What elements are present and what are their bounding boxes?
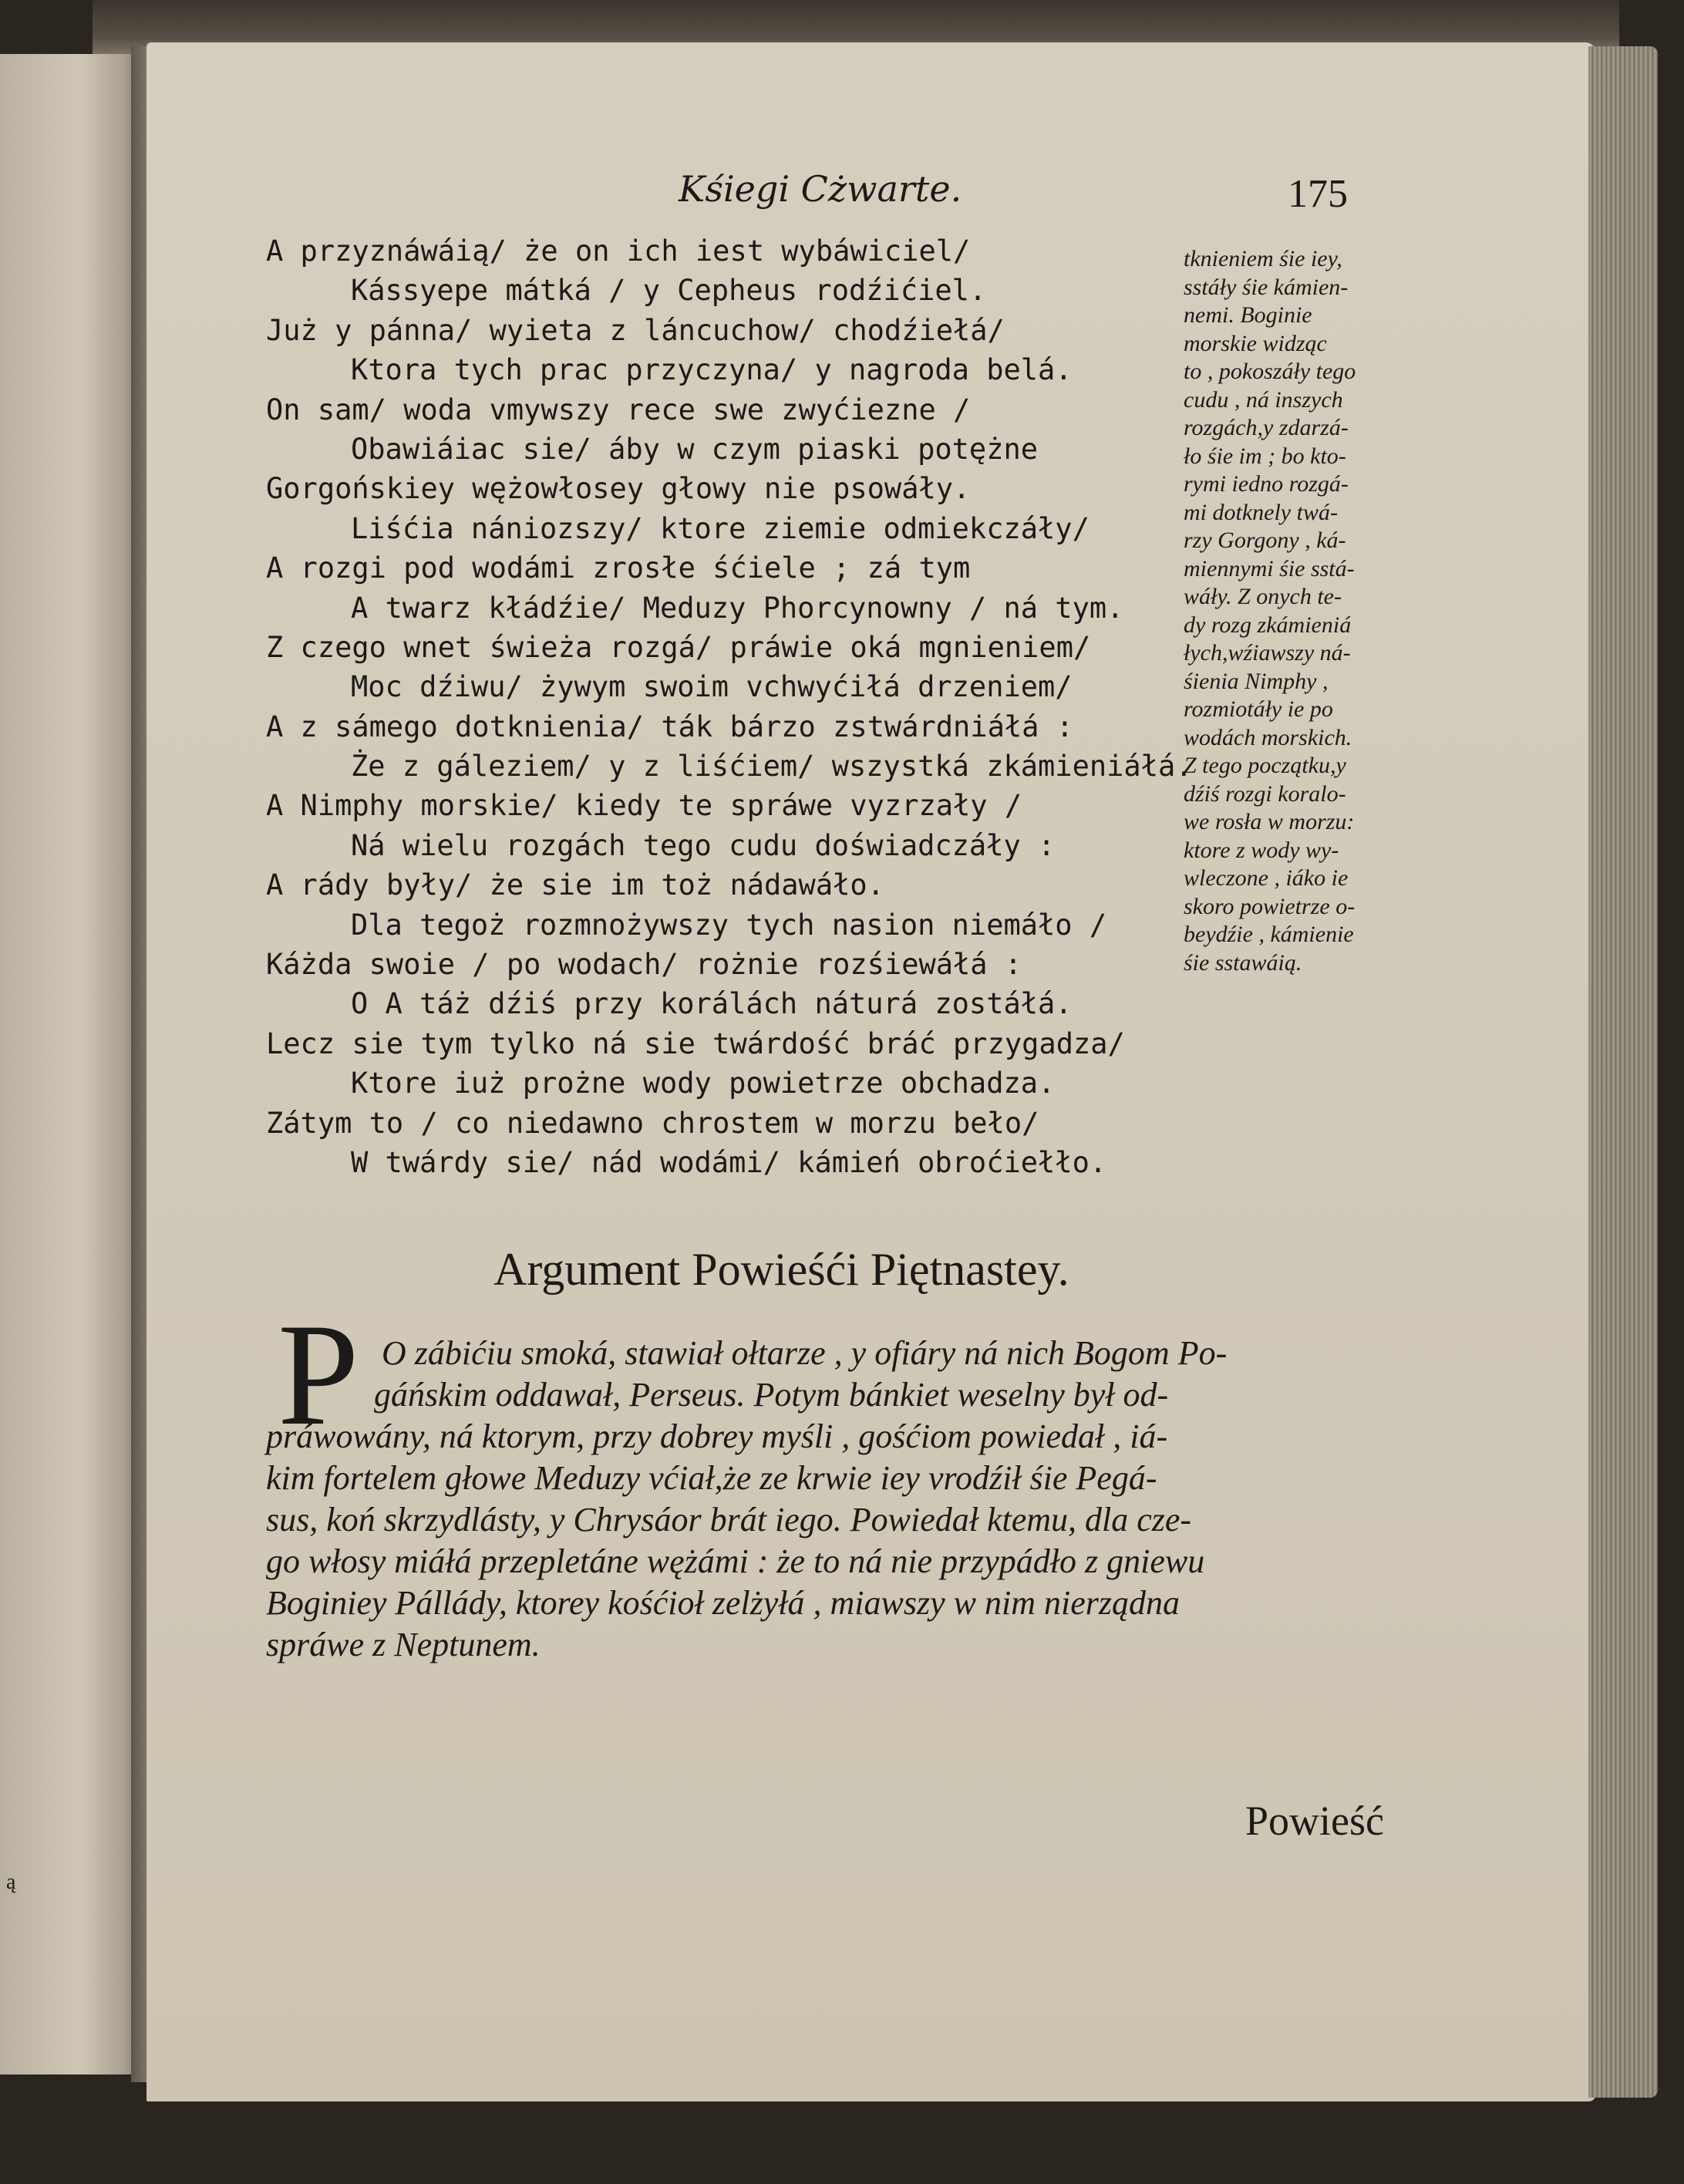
page-number: 175: [1288, 172, 1348, 216]
marginal-note-line: beydźie , kámienie: [1184, 922, 1354, 947]
argument-line: gáńskim oddawał, Perseus. Potym bánkiet weselny był od-: [374, 1376, 1169, 1414]
argument-text: [266, 1333, 1423, 1666]
marginal-note-line: śienia Nimphy ,: [1184, 668, 1329, 694]
verse-line: Zátym to / co niedawno chrostem w morzu beło/: [266, 1106, 1039, 1140]
marginal-note-line: rzy Gorgony , ká-: [1184, 527, 1346, 553]
marginal-note-line: we rosła w morzu:: [1184, 809, 1355, 834]
marginal-note-line: ło śie im ; bo kto-: [1184, 443, 1346, 469]
verse-line: Gorgońskiey wężowłosey głowy nie psowáły.: [266, 472, 971, 506]
argument-line: spráwe z Neptunem.: [266, 1626, 541, 1663]
argument-line: go włosy miáłá przepletáne wężámi : że to ná nie przypádło z gniewu: [266, 1542, 1205, 1580]
verse-line: A twarz kłádźie/ Meduzy Phorcynowny / ná tym.: [351, 591, 1124, 625]
verse-line: Że z gáleziem/ y z liśćiem/ wszystká zkámieniáłá.: [351, 750, 1193, 784]
marginal-note-line: morskie widząc: [1184, 330, 1327, 356]
left-page-edge: [0, 54, 147, 2074]
marginal-note-line: nemi. Boginie: [1184, 302, 1312, 328]
marginal-note-line: Z tego początku,y: [1184, 753, 1346, 778]
verse-line: Ktore iuż prożne wody powietrze obchadza.: [351, 1067, 1056, 1100]
argument-line: kim fortelem głowe Meduzy vćiał,że ze krwie iey vrodźił śie Pegá-: [266, 1459, 1157, 1497]
verse-line: Z czego wnet świeża rozgá/ práwie oká mgnieniem/: [266, 630, 1091, 664]
catchword: Powieść: [1245, 1798, 1384, 1844]
marginal-note-line: mi dotknely twá-: [1184, 499, 1338, 525]
marginal-note-line: miennymi śie sstá-: [1184, 555, 1355, 581]
argument-line: O zábićiu smoká, stawiał ołtarze , y ofiáry ná nich Bogom Po-: [382, 1334, 1228, 1372]
verse-line: Kássyepe mátká / y Cepheus rodźićiel.: [351, 274, 987, 308]
verse-line: A rozgi pod wodámi zrosłe śćiele ; zá tym: [266, 551, 971, 585]
marginal-note-line: dy rozg zkámieniá: [1184, 612, 1352, 638]
verse-line: A rády były/ że sie im toż nádawáło.: [266, 868, 884, 902]
marginal-note-line: rymi iedno rozgá-: [1184, 471, 1349, 497]
marginal-note-line: wodách morskich.: [1184, 724, 1352, 750]
verse-line: Lecz sie tym tylko ná sie twárdość bráć przygadza/: [266, 1026, 1125, 1060]
argument-line: sus, koń skrzydlásty, y Chrysáor brát iego. Powiedał ktemu, dla cze-: [266, 1501, 1192, 1539]
verse-line: W twárdy sie/ nád wodámi/ kámień obroćiełło.: [351, 1145, 1107, 1179]
page-stack-edge: [1588, 46, 1658, 2098]
drop-cap: P: [278, 1294, 359, 1456]
verse-line: Już y pánna/ wyieta z láncuchow/ chodźiełá/: [266, 313, 1005, 347]
verse-line: Moc dźiwu/ żywym swoim vchwyćiłá drzeniem/: [351, 670, 1073, 704]
verse-line: A Nimphy morskie/ kiedy te spráwe vyzrzały /: [266, 789, 1022, 823]
verse-block: [266, 231, 1193, 1182]
argument-line: práwowány, ná ktorym, przy dobrey myśli , gośćiom powiedał , iá-: [266, 1417, 1168, 1455]
running-title: Kśiegi Cżwarte.: [679, 168, 962, 210]
verse-line: Dla tegoż rozmnożywszy tych nasion niemáło /: [351, 908, 1107, 942]
argument-title: Argument Powieśći Piętnastey.: [493, 1244, 1069, 1295]
verse-line: O A táż dźiś przy korálách náturá zostáłá.: [351, 987, 1073, 1021]
marginal-note-line: sstáły śie kámien-: [1184, 274, 1349, 300]
verse-line: A z sámego dotknienia/ ták bárzo zstwárdniáłá :: [266, 709, 1073, 743]
verse-line: Ktora tych prac przyczyna/ y nagroda belá.: [351, 353, 1073, 387]
marginal-note-line: tknieniem śie iey,: [1184, 246, 1342, 271]
marginal-note-line: ktore z wody wy-: [1184, 837, 1339, 863]
marginal-note-line: rozmiotáły ie po: [1184, 696, 1333, 722]
marginal-note-line: wáły. Z onych te-: [1184, 584, 1342, 609]
verse-line: A przyznáwáią/ że on ich iest wybáwiciel/: [266, 234, 971, 268]
verse-line: Liśćia nániozszy/ ktore ziemie odmiekczáły/: [351, 511, 1090, 545]
marginal-note: [1184, 245, 1392, 977]
verse-line: Ná wielu rozgách tego cudu doświadczáły :: [351, 828, 1056, 862]
marginal-note-line: cudu , ná inszych: [1184, 386, 1343, 413]
verse-line: Káżda swoie / po wodach/ rożnie rozśiewáłá :: [266, 948, 1022, 982]
left-page-fragment: ą: [6, 1870, 16, 1894]
marginal-note-line: skoro powietrze o-: [1184, 893, 1356, 919]
marginal-note-line: wleczone , iáko ie: [1184, 865, 1349, 891]
marginal-note-line: łych,wźiawszy ná-: [1184, 640, 1351, 666]
marginal-note-line: to , pokoszáły tego: [1184, 359, 1356, 384]
verse-line: Obawiáiac sie/ áby w czym piaski potężne: [351, 432, 1039, 466]
marginal-note-line: dźiś rozgi koralo-: [1184, 780, 1346, 807]
argument-line: Boginiey Pállády, ktorey kośćioł zelżyłá , miawszy w nim nierządna: [266, 1584, 1180, 1622]
verse-line: On sam/ woda vmywszy rece swe zwyćiezne /: [266, 393, 971, 426]
marginal-note-line: rozgách,y zdarzá-: [1184, 415, 1349, 440]
marginal-note-line: śie sstawáią.: [1184, 949, 1302, 976]
